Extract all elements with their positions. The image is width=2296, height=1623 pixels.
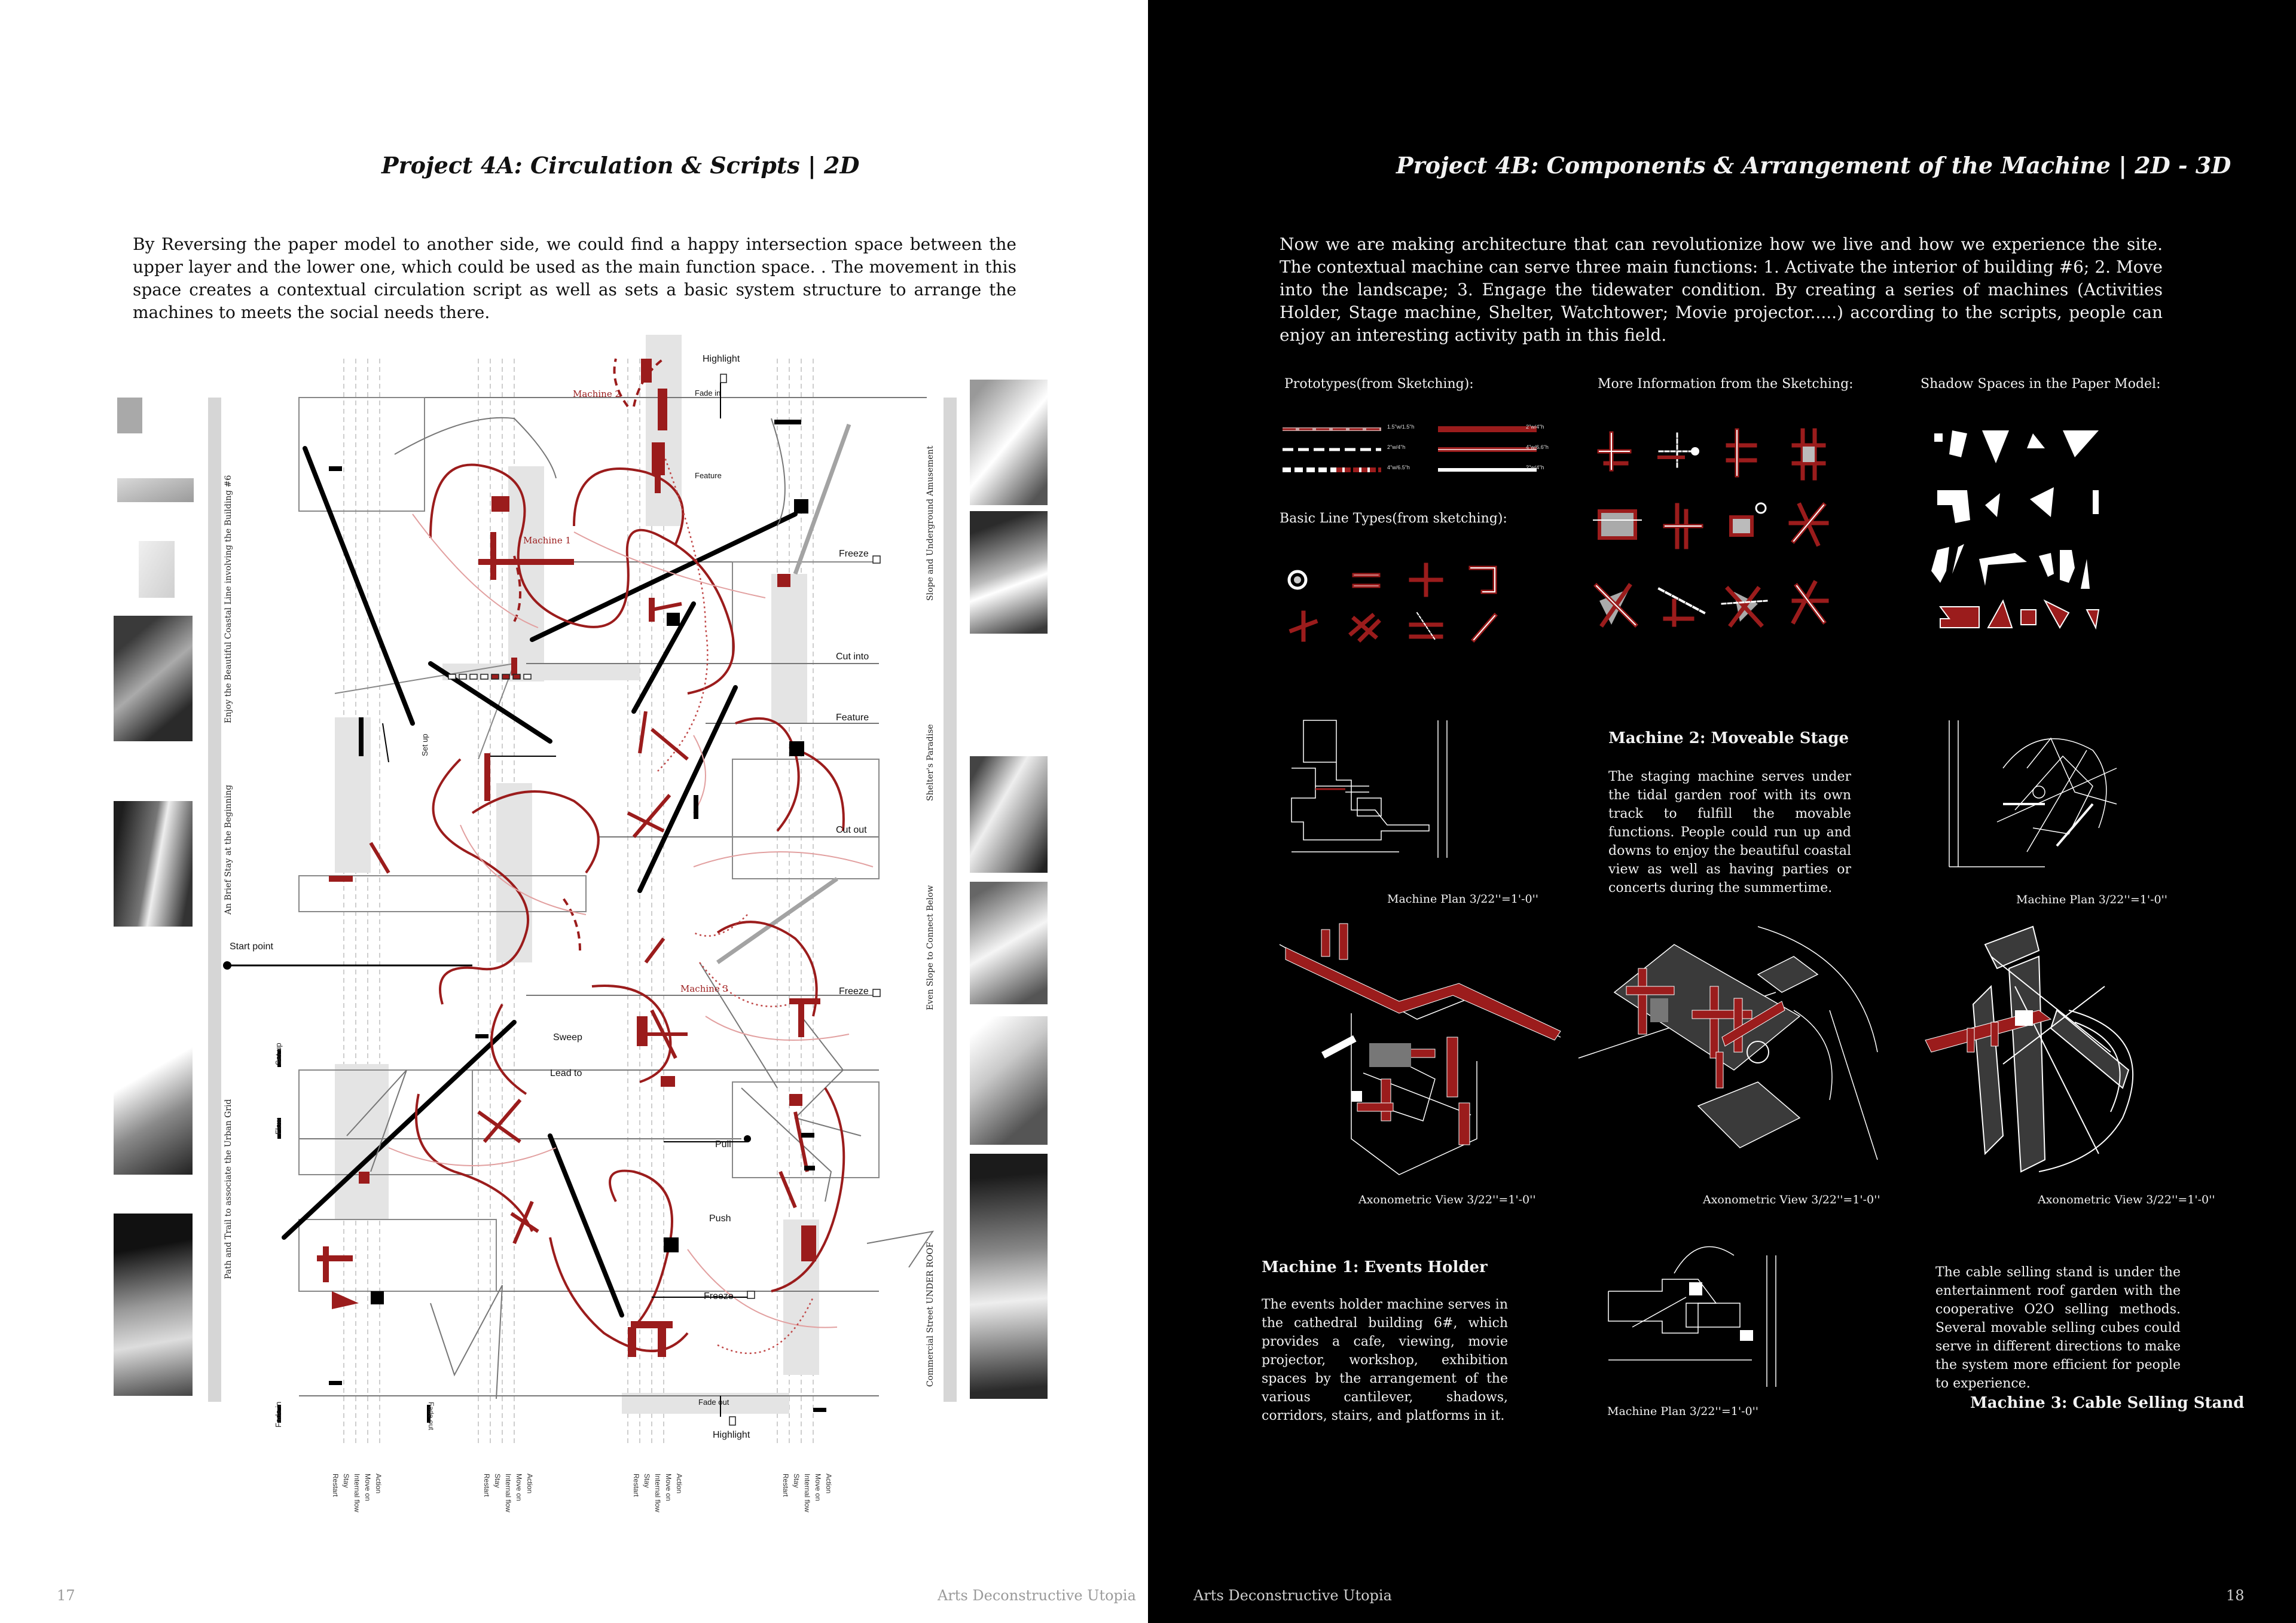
action-label: Restart: [331, 1474, 340, 1497]
action-label: Restart: [483, 1474, 491, 1497]
machine-plan-drawing: [1937, 714, 2152, 882]
diagram-label: Fade in: [695, 389, 721, 398]
axonometric-drawing: [1280, 924, 1561, 1193]
pull-endpoint: [744, 1135, 751, 1142]
diagram-label: Freeze: [704, 1291, 734, 1301]
right-page: [1148, 0, 2296, 1623]
machine3-text: The cable selling stand is under the entertainment roof garden with the cooperative O2O selling methods. Several movable selling cubes could serve in different directions to make the system more efficient for people to experience.: [1935, 1265, 2181, 1391]
diagram-label: Sweep: [553, 1032, 582, 1043]
basic-line-glyphs: [1277, 550, 1540, 652]
running-footer: Arts Deconstructive Utopia: [938, 1587, 1136, 1604]
diagram-label: Highlight: [703, 354, 740, 364]
diagram-label: Set up: [420, 733, 429, 756]
diagram-label: Feature: [695, 471, 722, 480]
plan-caption: Machine Plan 3/22''=1'-0'': [1607, 1405, 1759, 1418]
diagram-label: Freeze: [839, 549, 869, 559]
running-footer: Arts Deconstructive Utopia: [1193, 1587, 1392, 1604]
diagram-label: Push: [709, 1214, 731, 1224]
axonometric-drawing: [1919, 921, 2158, 1190]
diagram-label: Set up: [274, 1043, 283, 1065]
diagram-label: Machine 2: [573, 389, 621, 399]
red-blocks: [317, 359, 820, 1357]
band-caption: Commercial Street UNDER ROOF: [926, 1242, 935, 1387]
sketch-info-glyphs: [1587, 421, 1851, 652]
machine-plan-drawing: [1280, 714, 1453, 882]
diagram-label: Feature: [836, 713, 869, 723]
diagram-label: Pull: [715, 1139, 731, 1150]
action-label: Action: [374, 1474, 383, 1494]
diagram-label: Lead to: [550, 1068, 582, 1078]
diagram-label: Freeze: [839, 986, 869, 997]
axo-caption: Axonometric View 3/22''=1'-0'': [1703, 1193, 1880, 1206]
action-label: Stay: [342, 1474, 350, 1488]
plan-caption: Machine Plan 3/22''=1'-0'': [1387, 893, 1539, 906]
start-point-marker: [223, 961, 472, 970]
band-caption: Even Slope to Connect Below: [926, 885, 935, 1010]
diagram-label: Fade in: [274, 1401, 283, 1428]
band-caption: Path and Trail to associate the Urban Grid: [224, 1099, 233, 1279]
page-title-4b: Project 4B: Components & Arrangement of the Machine | 2D - 3D: [1396, 152, 2231, 179]
line-legend-label: 2"w/4"h: [1526, 424, 1544, 430]
section-heading: Basic Line Types(from sketching):: [1280, 511, 1507, 526]
action-label: Stay: [643, 1474, 651, 1488]
machine-plan-drawing: [1596, 1231, 1788, 1405]
action-label: Internal flow: [654, 1474, 662, 1512]
shadow-space-glyphs: [1925, 421, 2123, 643]
machine2-title: Machine 2: Moveable Stage: [1608, 729, 1849, 747]
band-caption: Slope and Underground Amusement: [926, 445, 935, 601]
black-blocks: [329, 420, 826, 1412]
axo-caption: Axonometric View 3/22''=1'-0'': [1358, 1193, 1536, 1206]
action-label: Action: [526, 1474, 534, 1494]
diagram-label: Machine 3: [680, 983, 729, 994]
diagram-label: Fade out: [427, 1402, 435, 1431]
diagram-label: Highlight: [713, 1430, 750, 1440]
line-legend-label: 2"w/4"h: [1387, 444, 1406, 450]
diagram-label: Machine 1: [523, 535, 572, 546]
diagram-label: Fade out: [698, 1398, 729, 1407]
action-label: Internal flow: [803, 1474, 811, 1512]
intro-paragraph-4b: Now we are making architecture that can revolutionize how we live and how we experience the site. The contextual machine can serve three main functions: 1. Activate the interior of building #6; 2. Move into the landscape; 3. Engage the tidewater condition. By creating a series of machines (Activities Holder, Stage machine, Shelter, Watchtower; Movie projector.....) according to the scripts, people can enjoy an interesting activity path in this field.: [1280, 234, 2163, 345]
machine3-title: Machine 3: Cable Selling Stand: [1970, 1394, 2245, 1412]
band-caption: Enjoy the Beautiful Coastal Line involving the Building #6: [224, 475, 233, 723]
action-label: Move on: [814, 1474, 822, 1502]
grid-lines: [344, 359, 813, 1447]
band-caption: An Brief Stay at the Beginning: [224, 784, 233, 915]
line-legend-label: 1.5"w/1.5"h: [1387, 424, 1415, 430]
axonometric-drawing: [1578, 921, 1883, 1190]
machine1-title: Machine 1: Events Holder: [1262, 1258, 1488, 1276]
action-label: Move on: [364, 1474, 372, 1502]
thin-curves: [347, 418, 933, 1399]
band-caption: Shelter's Paradise: [926, 724, 935, 801]
action-label: Move on: [664, 1474, 673, 1502]
line-legend-label: 4"w/6.6"h: [1526, 444, 1549, 450]
page-number: 17: [57, 1587, 75, 1604]
diagram-label: Cut out: [836, 825, 867, 835]
machine1-text: The events holder machine serves in the cathedral building 6#, which provides a cafe, viewing, movie projector, workshop, exhibition spaces by the arrangement of the various cantilever, shadows, corridors, stairs, and platforms in it.: [1262, 1297, 1508, 1423]
start-point-label: Start point: [230, 942, 273, 952]
action-label: Stay: [792, 1474, 801, 1488]
section-heading: Shadow Spaces in the Paper Model:: [1921, 377, 2161, 392]
action-label: Stay: [493, 1474, 502, 1488]
action-label: Move on: [515, 1474, 523, 1502]
action-label: Restart: [632, 1474, 640, 1497]
section-heading: Prototypes(from Sketching):: [1284, 377, 1474, 392]
machine2-text: The staging machine serves under the tidal garden roof with its own track to fulfill the movable functions. People could run up and downs to enjoy the beautiful coastal view as well as having parties or concerts during the summertime.: [1608, 769, 1851, 895]
plan-caption: Machine Plan 3/22''=1'-0'': [2016, 893, 2168, 906]
line-legend-label: 2"w/4"h: [1526, 464, 1544, 470]
horizontal-guides: [299, 398, 927, 1396]
line-legend-label: 4"w/6.5"h: [1387, 464, 1410, 470]
section-heading: More Information from the Sketching:: [1598, 377, 1854, 392]
action-label: Internal flow: [504, 1474, 512, 1512]
action-label: Restart: [781, 1474, 790, 1497]
page-number: 18: [2226, 1587, 2245, 1604]
action-label: Action: [825, 1474, 833, 1494]
diagram-label: Flow: [274, 1118, 283, 1135]
action-label: Internal flow: [353, 1474, 361, 1512]
diagram-label: Cut into: [836, 652, 869, 662]
axo-caption: Axonometric View 3/22''=1'-0'': [2038, 1193, 2215, 1206]
page-title-4a: Project 4A: Circulation & Scripts | 2D: [381, 152, 860, 179]
action-label: Action: [675, 1474, 683, 1494]
intro-paragraph-4a: By Reversing the paper model to another side, we could find a happy intersection space between the upper layer and the lower one, which could be used as the main function space. . The movement in this space creates a contextual circulation script as well as sets a basic system structure to arrange the machines to meets the social needs there.: [133, 234, 1016, 322]
